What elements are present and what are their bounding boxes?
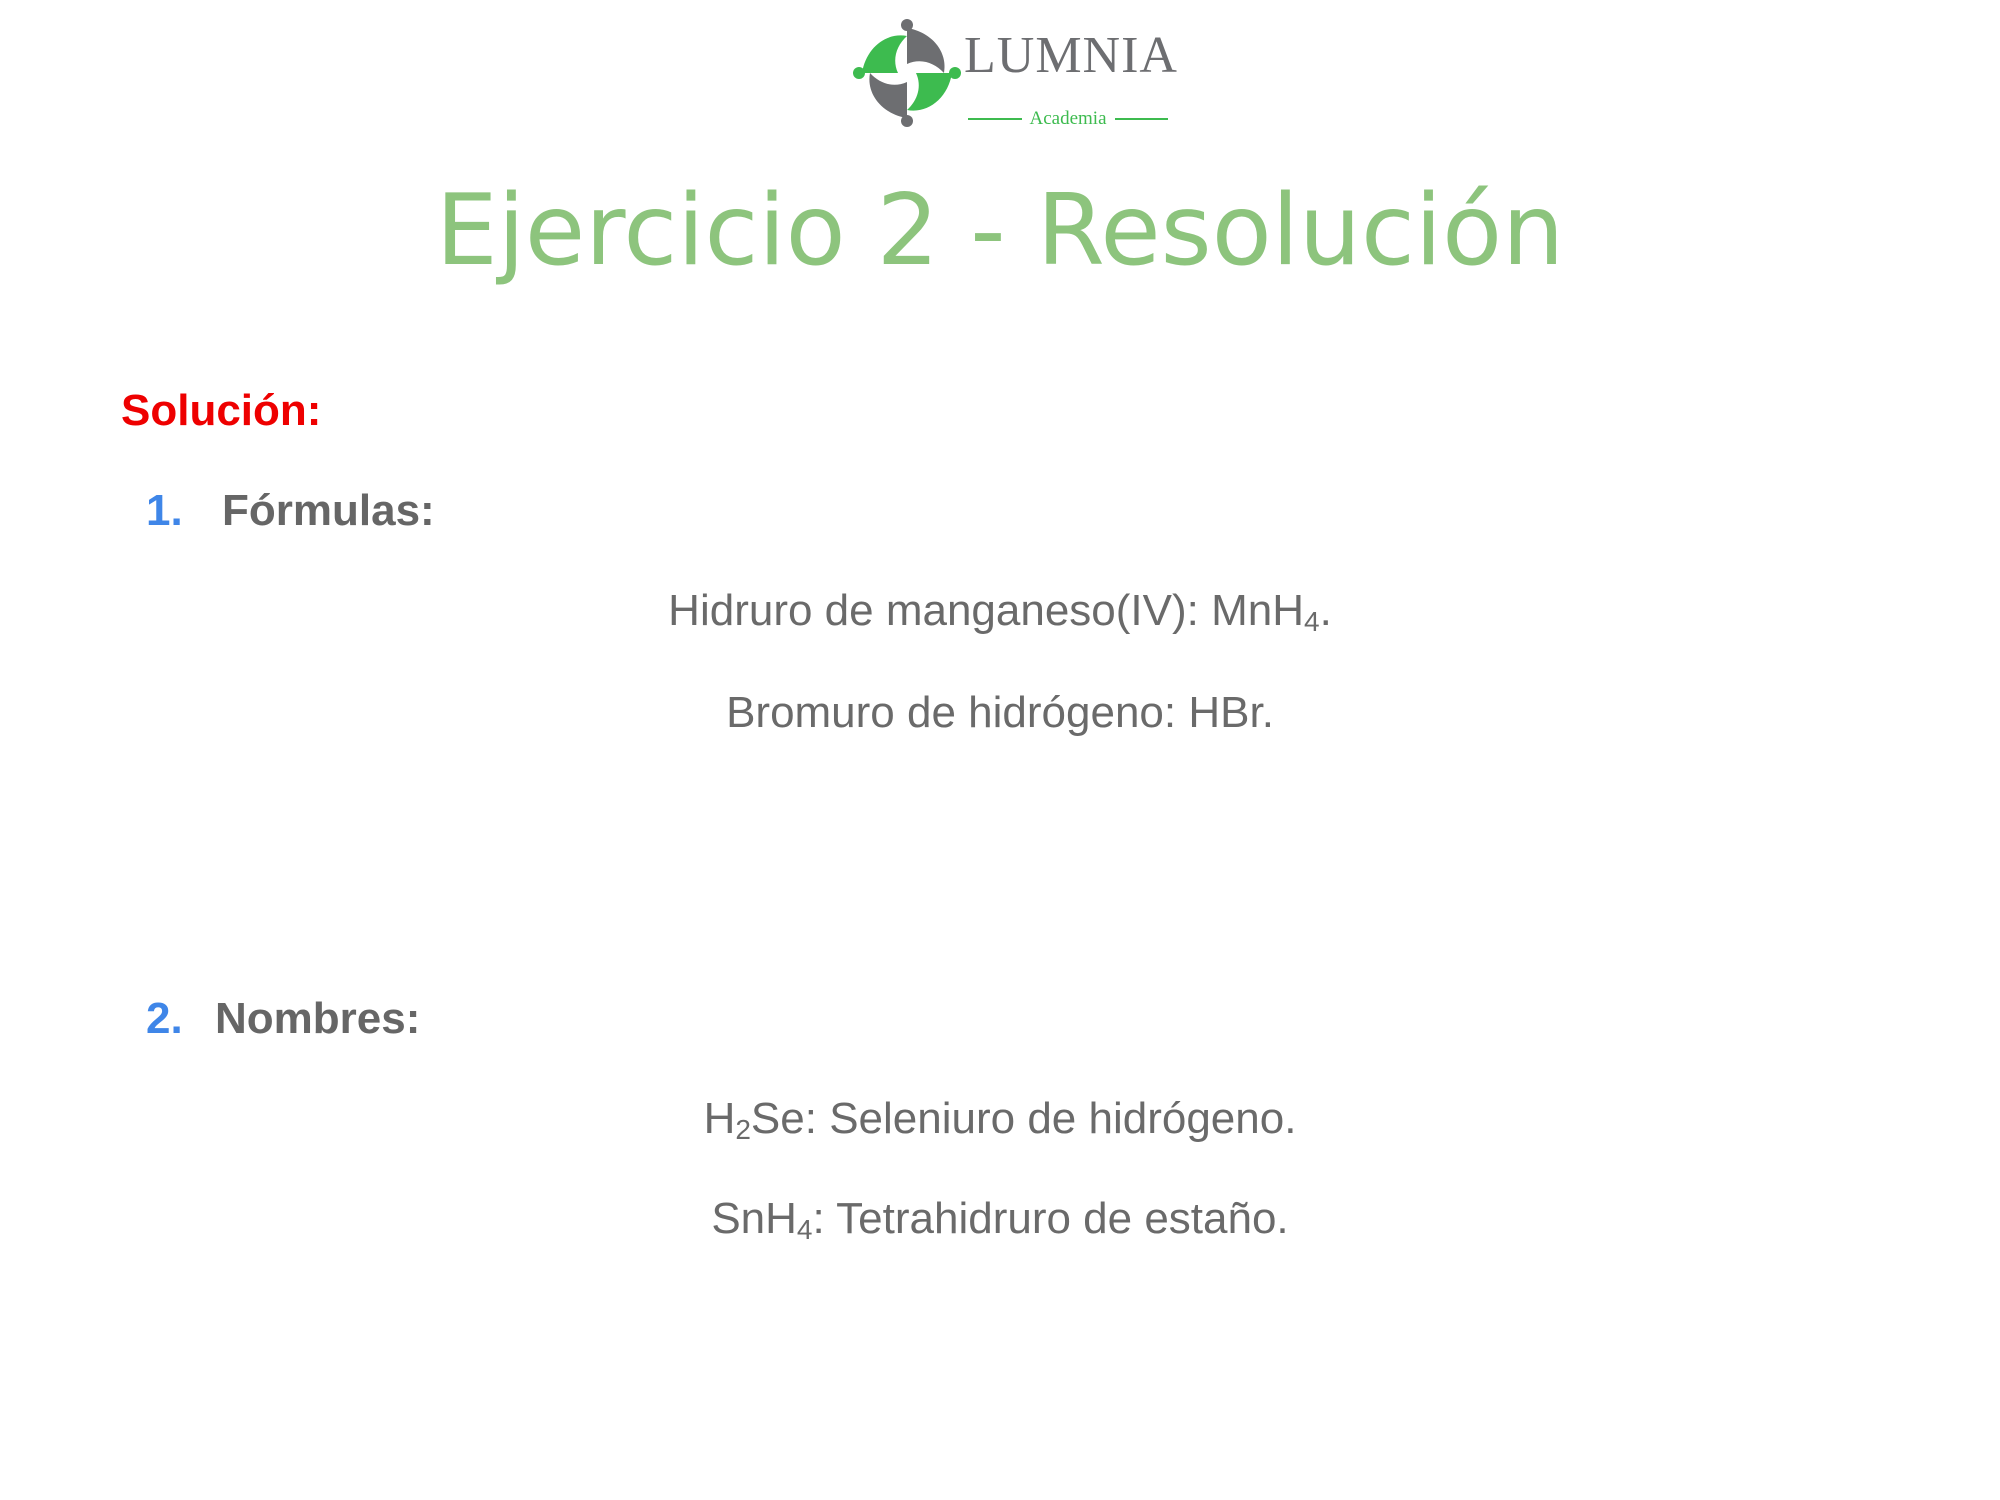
- lumnia-logo-icon: [852, 18, 962, 128]
- name-line-2-post: : Tetrahidruro de estaño.: [812, 1194, 1289, 1243]
- formula-line-2-pre: Bromuro de hidrógeno: HBr.: [726, 688, 1274, 737]
- section-2-number: 2.: [146, 994, 183, 1043]
- formula-line-1: [0, 586, 2000, 636]
- formula-line-1-post: .: [1319, 586, 1332, 635]
- logo-divider-left: [968, 118, 1022, 120]
- name-line-1-pre: H: [703, 1094, 736, 1143]
- name-line-1: [0, 1094, 2000, 1144]
- name-line-2-pre: SnH: [711, 1194, 797, 1243]
- page-title: Ejercicio 2 - Resolución: [435, 174, 1565, 288]
- section-2-heading: Nombres:: [215, 994, 421, 1043]
- name-line-2-sub: 4: [796, 1214, 813, 1245]
- name-line-1-sub: 2: [735, 1114, 751, 1145]
- logo-subtitle: Academia: [1029, 108, 1107, 129]
- section-1-number: 1.: [146, 486, 183, 535]
- section-1-heading: Fórmulas:: [222, 486, 435, 535]
- solution-label: Solución:: [121, 386, 322, 435]
- formula-line-1-pre: Hidruro de manganeso(IV): MnH: [668, 586, 1305, 635]
- lumnia-logo: [852, 18, 1178, 130]
- logo-divider-right: [1115, 118, 1169, 120]
- formula-line-2: [0, 688, 2000, 738]
- logo-name: LUMNIA: [964, 27, 1178, 84]
- name-line-2: [0, 1194, 2000, 1244]
- logo-subtitle-row: [968, 106, 1168, 132]
- name-line-1-post: Se: Seleniuro de hidrógeno.: [750, 1094, 1297, 1143]
- formula-line-1-sub: 4: [1304, 606, 1320, 637]
